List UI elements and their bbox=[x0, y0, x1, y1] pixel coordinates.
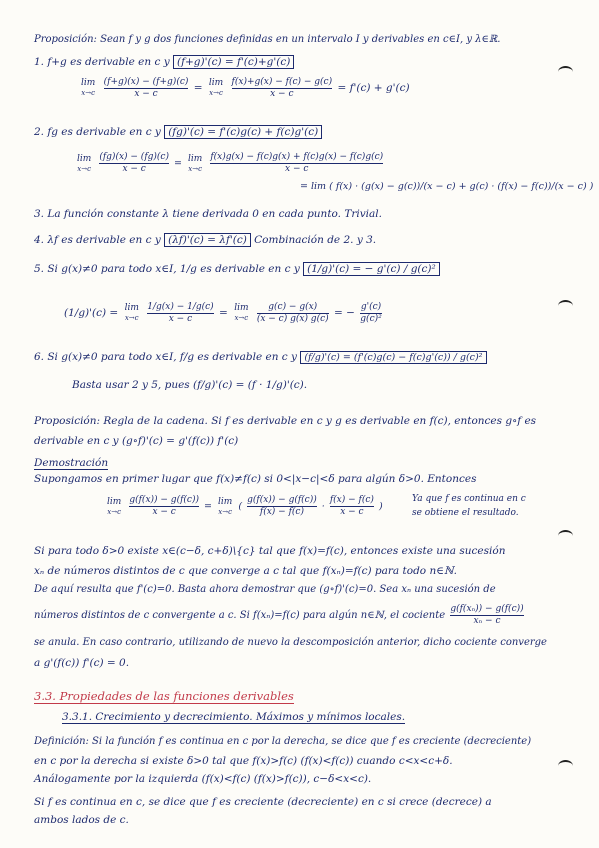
case-2-line-2 bbox=[34, 564, 457, 578]
proof-title-text: Demostración bbox=[34, 457, 109, 469]
limit-symbol: lim x→c bbox=[77, 153, 92, 173]
property-6-formula-box: (f/g)'(c) = (f'(c)g(c) − f(c)g'(c)) / g(c)² bbox=[300, 351, 486, 364]
property-2-tail-expression: ( f(x) · (g(x) − g(c))/(x − c) + g(c) · (f(x) − f(c))/(x − c) ) bbox=[329, 181, 594, 192]
property-4-label: 4. λf es derivable en c y bbox=[34, 234, 161, 246]
fraction: $\frac{f(x) - f(c)}{x - c}$ bbox=[329, 495, 374, 517]
definition-text-1: Definición: Si la función f es continua en c por la derecha, se dice que f es creciente (decreciente) bbox=[34, 736, 532, 747]
property-6-note bbox=[72, 378, 307, 392]
property-6-label: 6. Si g(x)≠0 para todo x∈I, f/g es derivable en c y bbox=[34, 351, 297, 363]
property-1-result: = f'(c) + g'(c) bbox=[337, 82, 410, 94]
case-2-text-2: xₙ de números distintos de c que converge a c tal que f(xₙ)=f(c) para todo n∈ℕ. bbox=[34, 565, 457, 577]
definition-line-5 bbox=[34, 813, 129, 827]
case-2-line-3 bbox=[34, 583, 496, 597]
proposition-header bbox=[34, 33, 500, 47]
limit-symbol: lim x→c bbox=[107, 496, 122, 516]
chain-rule-line-1 bbox=[34, 414, 536, 428]
equals-sign: = bbox=[219, 307, 228, 319]
case-2-line-1 bbox=[34, 544, 505, 558]
limit-symbol: lim x→c bbox=[218, 496, 233, 516]
fraction: $\frac{f(x)g(x) - f(c)g(x) + f(c)g(x) - f(c)g(c)}{x - c}$ bbox=[210, 152, 384, 174]
property-2-proof bbox=[74, 152, 385, 176]
fraction: $\frac{g(c) - g(x)}{(x - c) g(x) g(c)}$ bbox=[256, 301, 329, 324]
property-2-statement bbox=[34, 125, 322, 139]
case-2-text-5: se anula. En caso contrario, utilizando de nuevo la descomposición anterior, dicho cociente converge bbox=[34, 637, 547, 648]
proof-limit: lim x→c $\frac{g(f(x)) - g(f(c))}{x - c}$ = lim x→c ( $\frac{g(f(x)) - g(f(c))}{f(x) - f(c)}$ · $\frac{f(x) - f(c)}{x - c}$ ) bbox=[107, 495, 383, 517]
punch-hole-mid bbox=[558, 300, 573, 312]
limit-symbol: lim x→c bbox=[188, 153, 203, 173]
fraction: $\frac{g(f(x)) - g(f(c))}{x - c}$ bbox=[129, 495, 199, 517]
property-4-justification: Combinación de 2. y 3. bbox=[254, 234, 377, 246]
case-2-text-3: De aquí resulta que f'(c)=0. Basta ahora demostrar que (g∘f)'(c)=0. Sea xₙ una sucesión de bbox=[34, 584, 496, 595]
definition-line-4 bbox=[34, 795, 492, 809]
definition-text-5: ambos lados de c. bbox=[34, 814, 129, 826]
definition-line-2 bbox=[34, 754, 453, 768]
property-4-statement bbox=[34, 233, 376, 247]
property-6-statement bbox=[34, 350, 487, 365]
fraction: $\frac{(f+g)(x) - (f+g)(c)}{x - c}$ bbox=[103, 76, 189, 99]
limit-symbol: lim x→c bbox=[81, 78, 96, 97]
section-subtitle-text: 3.3.1. Crecimiento y decrecimiento. Máximos y mínimos locales. bbox=[62, 711, 406, 723]
property-5-lhs: (1/g)'(c) = bbox=[64, 307, 119, 319]
proof-aside-2: se obtiene el resultado. bbox=[412, 508, 519, 518]
punch-hole-top bbox=[558, 66, 573, 78]
limit-symbol: lim x→c bbox=[234, 303, 249, 322]
proof-title bbox=[34, 456, 108, 470]
definition-line-3 bbox=[34, 772, 371, 786]
fraction: $\frac{(fg)(x) - (fg)(c)}{x - c}$ bbox=[99, 152, 169, 174]
definition-line-1 bbox=[34, 735, 531, 749]
proposition-header-text: Proposición: Sean f y g dos funciones definidas en un intervalo I y derivables en c∈I, y λ∈ℝ. bbox=[34, 34, 501, 45]
property-1-proof bbox=[78, 76, 410, 100]
definition-text-3: Análogamente por la izquierda (f(x)<f(c) (f(x)>f(c)), c−δ<x<c). bbox=[34, 773, 372, 785]
chain-rule-line-2 bbox=[34, 434, 238, 448]
property-5-statement bbox=[34, 262, 440, 276]
case-2-text-4: números distintos de c convergente a c. Si f(xₙ)=f(c) para algún n∈ℕ, el cociente bbox=[34, 610, 446, 621]
property-1-label: 1. f+g es derivable en c y bbox=[34, 56, 170, 68]
section-title bbox=[34, 689, 294, 703]
property-2-label: 2. fg es derivable en c y bbox=[34, 126, 161, 138]
case-2-text-1: Si para todo δ>0 existe x∈(c−δ, c+δ)\{c} tal que f(x)=f(c), entonces existe una sucesión bbox=[34, 545, 506, 557]
property-5-formula-box: (1/g)'(c) = − g'(c) / g(c)² bbox=[303, 262, 440, 276]
equals-sign: = bbox=[193, 82, 203, 94]
fraction: $\frac{f(x)+g(x) - f(c) - g(c)}{x - c}$ bbox=[231, 76, 333, 99]
definition-text-2: en c por la derecha si existe δ>0 tal que f(x)>f(c) (f(x)<f(c)) cuando c<x<c+δ. bbox=[34, 755, 453, 767]
proof-text-1: Supongamos en primer lugar que f(x)≠f(c) si 0<|x−c|<δ para algún δ>0. Entonces bbox=[34, 473, 477, 485]
section-subtitle bbox=[62, 710, 405, 724]
property-2-tail bbox=[300, 180, 593, 194]
property-3-text: 3. La función constante λ tiene derivada 0 en cada punto. Trivial. bbox=[34, 208, 382, 220]
proof-line-1 bbox=[34, 472, 476, 486]
case-2-line-4 bbox=[34, 604, 526, 627]
case-2-text-6: a g'(f(c)) f'(c) = 0. bbox=[34, 657, 130, 669]
equals-sign: = bbox=[333, 307, 343, 319]
case-2-line-5 bbox=[34, 636, 547, 650]
property-1-statement bbox=[34, 55, 294, 69]
chain-rule-text-1: Proposición: Regla de la cadena. Si f es derivable en c y g es derivable en f(c), entonces g∘f es bbox=[34, 415, 537, 427]
punch-hole-lower bbox=[558, 530, 573, 542]
equals-sign: = bbox=[174, 158, 182, 169]
equals-sign: = bbox=[204, 501, 212, 512]
limit-symbol: lim x→c bbox=[124, 303, 139, 322]
property-3-statement bbox=[34, 207, 382, 221]
section-title-text: 3.3. Propiedades de las funciones derivables bbox=[34, 689, 294, 703]
fraction: $\frac{g'(c)}{\text{g(c)²}}$ bbox=[360, 301, 382, 324]
limit-prefix: = lim bbox=[300, 181, 327, 192]
definition-text-4: Si f es continua en c, se dice que f es creciente (decreciente) en c si crece (decrece) a bbox=[34, 796, 492, 808]
proof-aside bbox=[412, 492, 526, 520]
limit-symbol: lim x→c bbox=[208, 78, 224, 97]
proof-aside-1: Ya que f es continua en c bbox=[412, 494, 526, 504]
property-5-label: 5. Si g(x)≠0 para todo x∈I, 1/g es derivable en c y bbox=[34, 263, 300, 275]
property-4-formula-box: (λf)'(c) = λf'(c) bbox=[164, 233, 251, 247]
chain-rule-text-2: derivable en c y (g∘f)'(c) = g'(f(c)) f'(c) bbox=[34, 435, 239, 447]
case-2-line-6 bbox=[34, 656, 129, 670]
fraction: $\frac{\text{g(f(xₙ)) − g(f(c))}}{\text{xₙ − c}}$ bbox=[450, 604, 524, 626]
property-6-note-text: Basta usar 2 y 5, pues (f/g)'(c) = (f · 1/g)'(c). bbox=[72, 379, 308, 391]
fraction: $\frac{g(f(x)) - g(f(c))}{f(x) - f(c)}$ bbox=[247, 495, 317, 517]
fraction: $\frac{1/g(x) - 1/g(c)}{x - c}$ bbox=[147, 301, 214, 324]
punch-hole-bottom bbox=[558, 760, 573, 772]
property-1-formula-box: (f+g)'(c) = f'(c)+g'(c) bbox=[173, 55, 294, 69]
property-5-proof: (1/g)'(c) = lim x→c $\frac{1/g(x) - 1/g(c)}{x - c}$ = lim x→c $\frac{g(c) - g(x)}{(x - c) g(x) g(c)}$ = − $\frac{g'(c)}{\text{g(c)²}}$ bbox=[64, 301, 382, 324]
property-2-formula-box: (fg)'(c) = f'(c)g(c) + f(c)g'(c) bbox=[164, 125, 322, 139]
